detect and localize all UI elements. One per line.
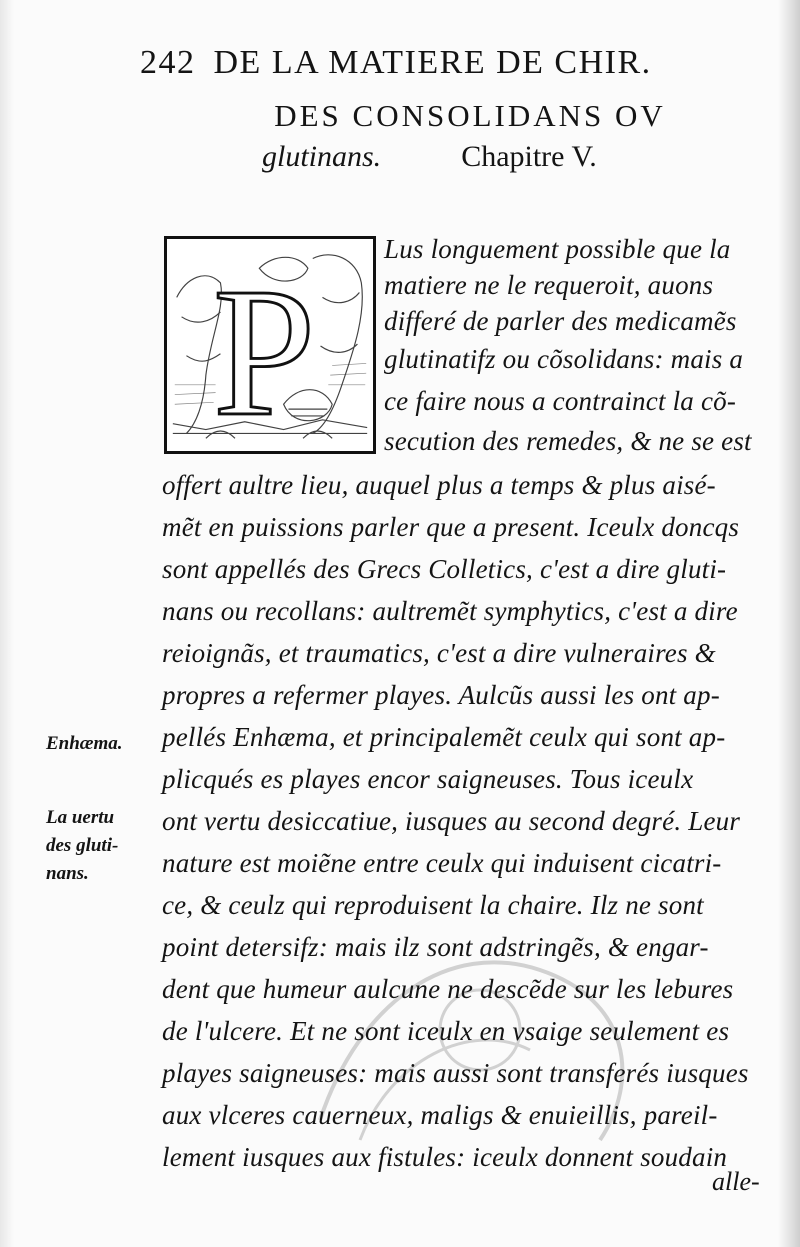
margin-note-vertu-line-2: des gluti-	[46, 835, 119, 856]
text-line: playes saigneuses: mais aussi sont transferés iusques	[162, 1058, 749, 1088]
chapter-title: DES CONSOLIDANS OV	[274, 98, 666, 133]
text-line: nature est moiẽne entre ceulx qui induisent cicatri-	[162, 848, 722, 878]
text-line: mẽt en puissions parler que a present. Iceulx doncqs	[162, 512, 740, 542]
margin-note-vertu-line-1: La uertu	[46, 807, 115, 828]
text-line: aux vlceres cauerneux, maligs & enuieillis, pareil-	[162, 1100, 718, 1130]
text-line: ce, & ceulz qui reproduisent la chaire. Ilz ne sont	[162, 890, 704, 920]
running-title: DE LA MATIERE DE CHIR.	[213, 44, 652, 81]
text-line: point detersifz: mais ilz sont adstringẽs, & engar-	[162, 932, 709, 962]
text-line: Lus longuement possible que la	[384, 234, 731, 264]
text-line: lement iusques aux fistules: iceulx donnent soudain	[162, 1142, 728, 1172]
page-number: 242	[140, 44, 196, 81]
margin-note-vertu-line-3: nans.	[46, 863, 89, 884]
page-edge-shadow	[778, 0, 800, 1247]
catchword: alle-	[712, 1167, 760, 1196]
text-line: differé de parler des medicamẽs	[384, 306, 737, 336]
text-line: de l'ulcere. Et ne sont iceulx en vsaige seulement es	[162, 1016, 730, 1046]
text-line: dent que humeur aulcune ne descẽde sur les lebures	[162, 974, 734, 1004]
text-line: sont appellés des Grecs Colletics, c'est a dire gluti-	[162, 554, 727, 584]
text-line: secution des remedes, & ne se est	[384, 426, 752, 456]
text-line: nans ou recollans: aultremẽt symphytics, c'est a dire	[162, 596, 738, 626]
text-line: pellés Enhæma, et principalemẽt ceulx qui sont ap-	[162, 722, 726, 752]
margin-note-enhaema: Enhæma.	[46, 733, 123, 754]
chapter-label: Chapitre V.	[461, 140, 597, 173]
text-line: propres a refermer playes. Aulcũs aussi les ont ap-	[162, 680, 720, 710]
text-line: reioignãs, et traumatics, c'est a dire vulneraires &	[162, 638, 716, 668]
initial-letter: P	[212, 248, 316, 451]
text-line: glutinatifz ou cõsolidans: mais a	[384, 344, 744, 374]
decorated-initial	[164, 236, 376, 454]
chapter-subtitle	[262, 140, 682, 182]
text-line: offert aultre lieu, auquel plus a temps & plus aisé-	[162, 470, 716, 500]
page-gutter-shadow	[0, 0, 14, 1247]
text-line: ont vertu desiccatiue, iusques au second degré. Leur	[162, 806, 741, 836]
text-line: ce faire nous a contrainct la cõ-	[384, 386, 737, 416]
text-line: matiere ne le requeroit, auons	[384, 270, 714, 300]
running-head	[140, 44, 760, 90]
text-line: plicqués es playes encor saigneuses. Tous iceulx	[162, 764, 694, 794]
chapter-subtitle-italic: glutinans.	[262, 140, 382, 173]
decorated-initial-woodcut	[167, 239, 373, 451]
